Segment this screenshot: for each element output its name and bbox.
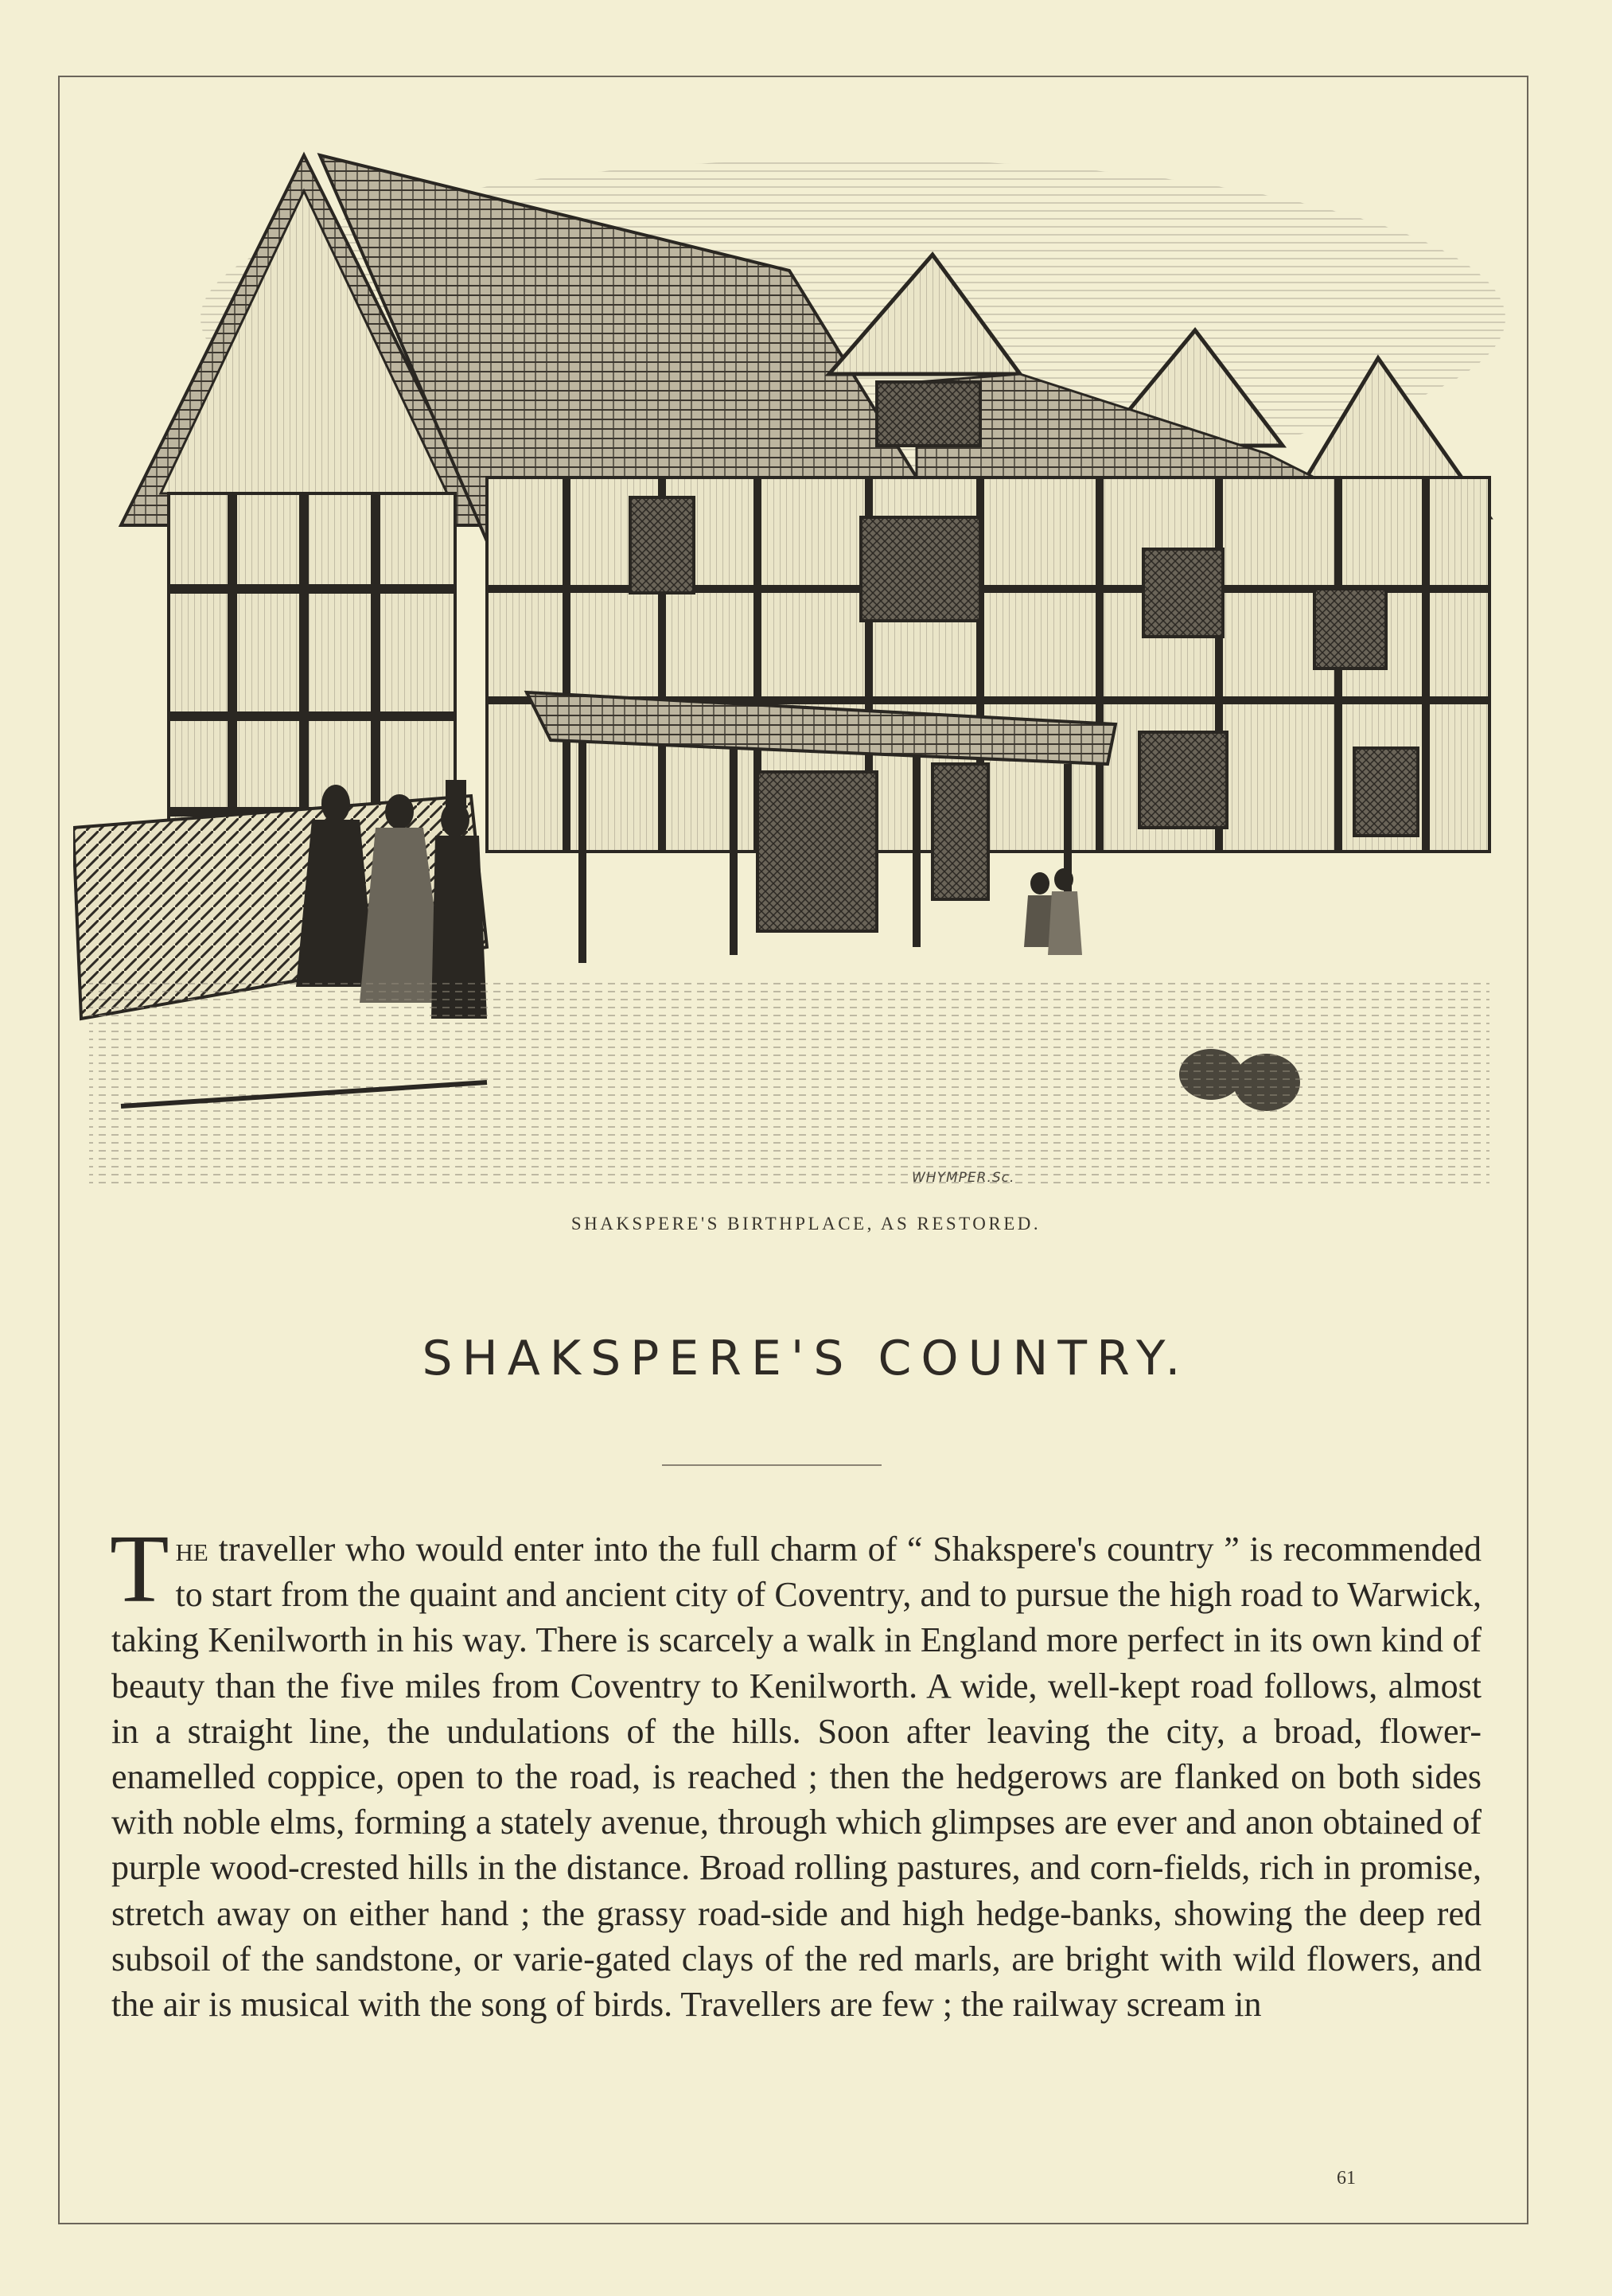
engraver-signature: WHYMPER.Sc. [912, 1170, 1015, 1186]
page-number: 61 [1337, 2168, 1356, 2189]
lead-word: he [175, 1530, 208, 1569]
illustration-caption: SHAKSPERE'S BIRTHPLACE, AS RESTORED. [570, 1214, 1042, 1234]
body-paragraph [110, 1515, 1482, 2027]
paragraph-text: traveller who would enter into the full charm of “ Shakspere's country ” is recommended to start from the quaint and ancient city of Coventry, and to pursue the high road to Warwick, taking Kenilworth in his way. There is scarcely a walk in England more perfect in its own kind of beauty than the five miles from Coventry to Kenilworth. A wide, well-kept road follows, almost in a straight line, the undulations of the hills. Soon after leaving the city, a broad, flower-enamelled coppice, open to the road, is reached ; then the hedgerows are flanked on both sides with noble elms, forming a stately avenue, through which glimpses are ever and anon obtained of purple wood-crested hills in the distance. Broad rolling pastures, and corn-fields, rich in promise, stretch away on either hand ; the grassy road-side and high hedge-banks, showing the deep red subsoil of the sandstone, or varie-gated clays of the red marls, are bright with wild flowers, and the air is musical with the song of birds. Travellers are few ; the railway scream in [111, 1530, 1482, 2025]
drop-cap: T [110, 1515, 169, 1623]
title-rule [662, 1464, 882, 1466]
birthplace-engraving [73, 143, 1505, 1202]
chapter-title: SHAKSPERE'S COUNTRY. [422, 1331, 1190, 1386]
